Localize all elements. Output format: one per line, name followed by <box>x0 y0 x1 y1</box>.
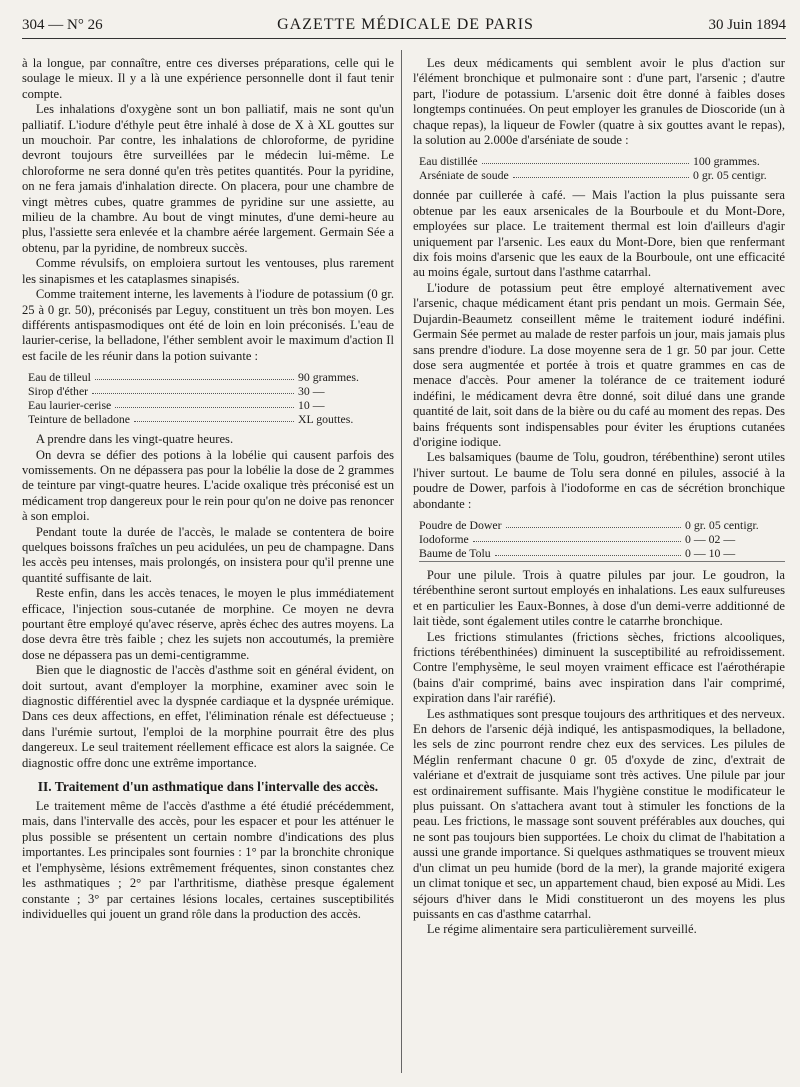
prescription-row: Iodoforme 0 — 02 — <box>419 531 736 546</box>
paragraph: Comme traitement interne, les lavements à l'iodure de potassium (0 gr. 25 à 0 gr. 50), préconisés par Leguy, constituent un très bon moyen. Les différents antispasmodiques ont été de loin en loin préconisés. L'eau de laurier-cerise, la belladone, l'éther semblent avoir le maximum d'action Il est facile de les réunir dans la potion suivante : <box>22 287 394 363</box>
prescription-pill <box>419 518 785 562</box>
prescription-row: Eau de tilleul 90 grammes. <box>28 370 359 385</box>
right-column <box>413 56 785 938</box>
paragraph: Comme révulsifs, on emploiera surtout les ventouses, plus rarement les sinapismes et les cataplasmes sinapisés. <box>22 256 394 286</box>
journal-title: GAZETTE MÉDICALE DE PARIS <box>277 16 534 33</box>
paragraph: à la longue, par connaître, entre ces diverses préparations, celle qui le soulage le mieux. Il y a là une expérience personnelle dont il faut tenir compte. <box>22 56 394 101</box>
paragraph: Le traitement même de l'accès d'asthme a été étudié précédemment, mais, dans l'intervalle des accès, pour les espacer et pour les atténuer le plus possible se présentent un certain nombre d'indications des plus importantes. Les principales sont fournies : 1° par la bronchite chronique et l'emphysème, lésions extrêmement fréquentes, sinon constantes chez les asthmatiques ; 2° par l'arthritisme, diathèse presque également constante ; 3° par certaines lésions locales, certaines susceptibilités individuelles qui jouent un grand rôle dans la production des accès. <box>22 799 394 921</box>
left-column <box>22 56 394 922</box>
paragraph: L'iodure de potassium peut être employé alternativement avec l'arsenic, chaque médicament étant pris pendant un mois. Germain Sée, Dujardin-Beaumetz conseillent même le traitement ioduré indéfini. Germain Sée permet au malade de rester parfois un jour, mais jamais plus sans prendre d'iodure. La dose moyenne sera de 1 gr. 50 par jour. Cette dose sera augmentée et portée à trois et quatre grammes en cas de menace d'accès. Pour amener la tolérance de ce traitement ioduré indéfini, le médicament devra être donné, soit dilué dans une grande quantité de lait, soit dans de la bière ou du café au moment des repas. Des bains fréquents sont indispensables pour éviter les éruptions cutanées d'origine iodique. <box>413 280 785 449</box>
prescription-arsenic <box>419 154 785 182</box>
prescription-row: Poudre de Dower 0 gr. 05 centigr. <box>419 517 759 532</box>
prescription-row: Arséniate de soude 0 gr. 05 centigr. <box>419 168 767 183</box>
paragraph: Les asthmatiques sont presque toujours des arthritiques et des nerveux. En dehors de l'arsenic déjà indiqué, les antispasmodiques, la belladone, les sels de zinc pourront rendre chez eux des services. Les pilules de Méglin renfermant chacune 0 gr. 05 d'oxyde de zinc, d'extrait de valériane et d'extrait de jusquiame sont très actives. Une pilule par jour est ordinairement suffisante. Mais l'hygiène constitue le modificateur le plus puissant. On s'attachera avant tout à stimuler les fonctions de la peau. Les frictions, le massage sont souvent préférables aux douches, qui ne sont pas toujours bien supportées. Le choix du climat de l'habitation a aussi une grande importance. Si quelques asthmatiques se trouvent mieux d'un climat un peu humide (bord de la mer), la grande majorité exigera un climat tonique et sec, un appartement chaud, bien exposé au Midi. Les séjours d'hiver dans le Midi constitueront un des moyens les plus puissants en cas d'asthme catarrhal. <box>413 706 785 921</box>
paragraph: Pour une pilule. Trois à quatre pilules par jour. Le goudron, la térébenthine seront surtout employés en inhalations. Les eaux sulfureuses et en particulier les Eaux-Bonnes, à dose d'un demi-verre additionné de lait tiède, sont également utiles contre le catarrhe bronchique. <box>413 567 785 629</box>
prescription-row: Eau laurier-cerise 10 — <box>28 398 325 413</box>
prescription-row: Sirop d'éther 30 — <box>28 384 325 399</box>
paragraph: Le régime alimentaire sera particulièrement surveillé. <box>426 922 697 937</box>
page-number: 304 — N° 26 <box>22 16 103 33</box>
column-divider <box>401 50 402 1073</box>
paragraph: On devra se défier des potions à la lobélie qui causent parfois des vomissements. On ne dépassera pas pour la lobélie la dose de 2 grammes de teinture par vingt-quatre heures. L'acide oxalique très préconisé est un médicament trop dangereux pour le rein pour qu'on ne doive pas renoncer à son emploi. <box>22 447 394 524</box>
section-heading: II. Traitement d'un asthmatique dans l'intervalle des accès. <box>37 779 379 795</box>
paragraph: Les deux médicaments qui semblent avoir le plus d'action sur l'élément bronchique et pulmonaire sont : d'une part, l'arsenic ; d'autre part, l'iodure de potassium. L'arsenic doit être donné à faibles doses longtemps continuées. On peut employer les granules de Dioscoride (un à chaque repas), la liqueur de Fowler (quatre à six gouttes avant le repas), la solution au 2.000e d'arséniate de soude : <box>413 56 785 148</box>
paragraph: Bien que le diagnostic de l'accès d'asthme soit en général évident, on doit surtout, avant d'employer la morphine, examiner avec soin le diagnostic différentiel avec la dyspnée cardiaque et la dyspnée urémique. Dans ces deux affections, en effet, l'élimination rénale est défectueuse ; dans l'urémie surtout, l'emploi de la morphine pourrait être des plus dangereux. Le seul traitement réellement efficace est alors la saignée. Ce diagnostic offre donc une extrême importance. <box>22 663 394 770</box>
prescription-potion <box>28 370 394 426</box>
paragraph: Les inhalations d'oxygène sont un bon palliatif, mais ne sont qu'un palliatif. L'iodure d'éthyle peut être inhalé à dose de X à XL gouttes sur un mouchoir. Par contre, les inhalations de chloroforme, de pyridine devront toujours être surveillées par le médecin lui-même. Le chloroforme ne sera donné qu'en très petites quantités. Pour la pyridine, on ne fera jamais d'inhalation directe. On placera, pour une chambre de vingt mètres cubes, quatre grammes de pyridine sur une assiette, au milieu de la chambre. Au bout de vingt minutes, d'une demi-heure au plus, l'assiette sera enlevée et la chambre aérée largement. Germain Sée a obtenu, par la pyridine, de nombreux succès. <box>22 102 394 255</box>
paragraph: Pendant toute la durée de l'accès, le malade se contentera de boire quelques boissons fraîches un peu acidulées, un peu de champagne. Dans les accès peu intenses, mais prolongés, on insistera pour qu'il prenne une quantité suffisante de lait. <box>22 524 394 585</box>
paragraph: Reste enfin, dans les accès tenaces, le moyen le plus immédiatement efficace, l'injection sous-cutanée de morphine. Ce moyen ne devra pourtant être employé qu'avec réserve, après échec des autres moyens. La dose devra être très faible ; chez les sujets non accoutumés, la première dose ne dépassera pas un demi-centigramme. <box>22 586 394 662</box>
paragraph: A prendre dans les vingt-quatre heures. <box>35 432 234 447</box>
page-header <box>22 12 786 39</box>
issue-date: 30 Juin 1894 <box>708 16 786 33</box>
prescription-row: Teinture de belladone XL gouttes. <box>28 412 354 427</box>
paragraph: Les balsamiques (baume de Tolu, goudron, térébenthine) seront utiles l'hiver surtout. Le baume de Tolu sera donné en pilules, associé à la poudre de Dower, parfois à l'iodoforme en cas de sécrétion bronchique abondante : <box>413 450 785 511</box>
prescription-row: Eau distillée 100 grammes. <box>419 154 760 169</box>
paragraph: donnée par cuillerée à café. — Mais l'action la plus puissante sera obtenue par les eaux arsenicales de la Bourboule et du Mont-Dore, employées sur place. Le traitement thermal est loin d'ailleurs d'agir uniquement par l'arsenic. Les eaux du Mont-Dore, bien que renfermant dix fois moins d'arsenic que les eaux de la Bourboule, ont une efficacité au moins égale, surtout dans l'asthme catarrhal. <box>413 188 785 280</box>
rule <box>419 561 785 562</box>
prescription-row: Baume de Tolu 0 — 10 — <box>419 545 736 560</box>
paragraph: Les frictions stimulantes (frictions sèches, frictions alcooliques, frictions térébenthinées) diminuent la susceptibilité au refroidissement. Contre l'emphysème, le seul moyen vraiment efficace est l'aérothérapie (bains d'air comprimé, bains avec inspiration dans l'air comprimé, expiration dans l'air raréfié). <box>413 629 785 706</box>
